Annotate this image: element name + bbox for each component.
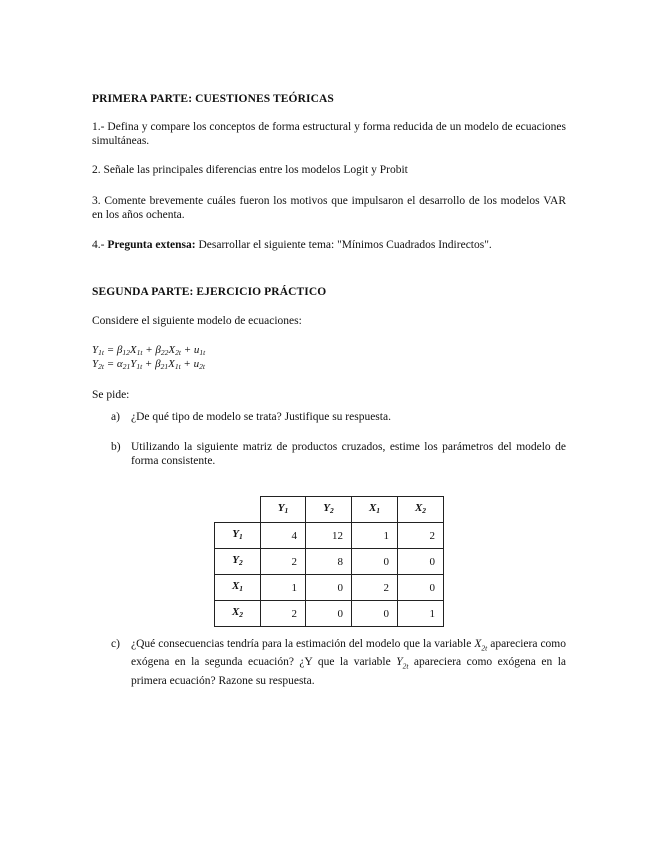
matrix-cell: 0 — [306, 575, 352, 601]
matrix-row-header: $X_2$ — [215, 601, 261, 627]
matrix-cell: 2 — [261, 549, 306, 575]
question-4-label: Pregunta extensa: — [107, 239, 196, 251]
matrix-col-header: $X_1$ — [352, 497, 398, 523]
matrix-cell: 2 — [398, 523, 444, 549]
matrix-header-row — [215, 497, 444, 523]
task-b-label: b) — [111, 441, 121, 453]
matrix-col-header: $Y_1$ — [261, 497, 306, 523]
matrix-cell: 2 — [261, 601, 306, 627]
part2-heading: SEGUNDA PARTE: EJERCICIO PRÁCTICO — [92, 286, 327, 298]
task-c-label: c) — [111, 638, 120, 650]
matrix-col-header: $Y_2$ — [306, 497, 352, 523]
task-b: Utilizando la siguiente matriz de productos cruzados, estime los parámetros del modelo de forma consistente. — [131, 441, 566, 467]
question-4-number: 4.- — [92, 239, 108, 251]
question-1: 1.- Defina y compare los conceptos de forma estructural y forma reducida de un modelo de ecuaciones simultáneas. — [92, 121, 566, 147]
matrix-row — [215, 549, 444, 575]
question-2: 2. Señale las principales diferencias entre los modelos Logit y Probit — [92, 164, 408, 176]
matrix-row — [215, 601, 444, 627]
matrix-col-header: $X_2$ — [398, 497, 444, 523]
question-4 — [92, 238, 566, 252]
model-intro: Considere el siguiente modelo de ecuaciones: — [92, 315, 302, 327]
matrix-row-header: $Y_2$ — [215, 549, 261, 575]
task-c: ¿Qué consecuencias tendría para la estimación del modelo que la variable $X_{2t}$ apareciera como exógena en la segunda ecuación? ¿Y que la variable $Y_{2t}$ apareciera como exógena en la primera ecuación? Razone su respuesta. — [131, 638, 566, 687]
matrix-cell: 1 — [398, 601, 444, 627]
matrix-cell: 4 — [261, 523, 306, 549]
tasks-intro: Se pide: — [92, 389, 130, 401]
matrix-row-header: $Y_1$ — [215, 523, 261, 549]
equation-2: $Y_{2t} = \alpha_{21}Y_{1t} + \beta_{21}X_{1t} + u_{2t}$ — [92, 358, 205, 371]
matrix-cell: 0 — [398, 575, 444, 601]
matrix-row — [215, 523, 444, 549]
task-a-label: a) — [111, 411, 120, 423]
matrix-cell: 0 — [306, 601, 352, 627]
question-3: 3. Comente brevemente cuáles fueron los motivos que impulsaron el desarrollo de los modelos VAR en los años ochenta. — [92, 195, 566, 221]
matrix-cell: 0 — [398, 549, 444, 575]
question-4-text: Desarrollar el siguiente tema: "Mínimos Cuadrados Indirectos". — [195, 239, 492, 251]
matrix-cell: 12 — [306, 523, 352, 549]
matrix-cell: 2 — [352, 575, 398, 601]
cross-product-matrix — [214, 496, 444, 627]
matrix-cell: 0 — [352, 549, 398, 575]
matrix-cell: 0 — [352, 601, 398, 627]
equation-1: $Y_{1t} = \beta_{12}X_{1t} + \beta_{22}X_{2t} + u_{1t}$ — [92, 344, 206, 357]
matrix-cell: 1 — [261, 575, 306, 601]
part1-heading: PRIMERA PARTE: CUESTIONES TEÓRICAS — [92, 93, 334, 105]
matrix-row — [215, 575, 444, 601]
matrix-row-header: $X_1$ — [215, 575, 261, 601]
matrix-cell: 1 — [352, 523, 398, 549]
matrix-corner — [215, 497, 261, 523]
matrix-cell: 8 — [306, 549, 352, 575]
task-a: ¿De qué tipo de modelo se trata? Justifique su respuesta. — [131, 411, 391, 423]
